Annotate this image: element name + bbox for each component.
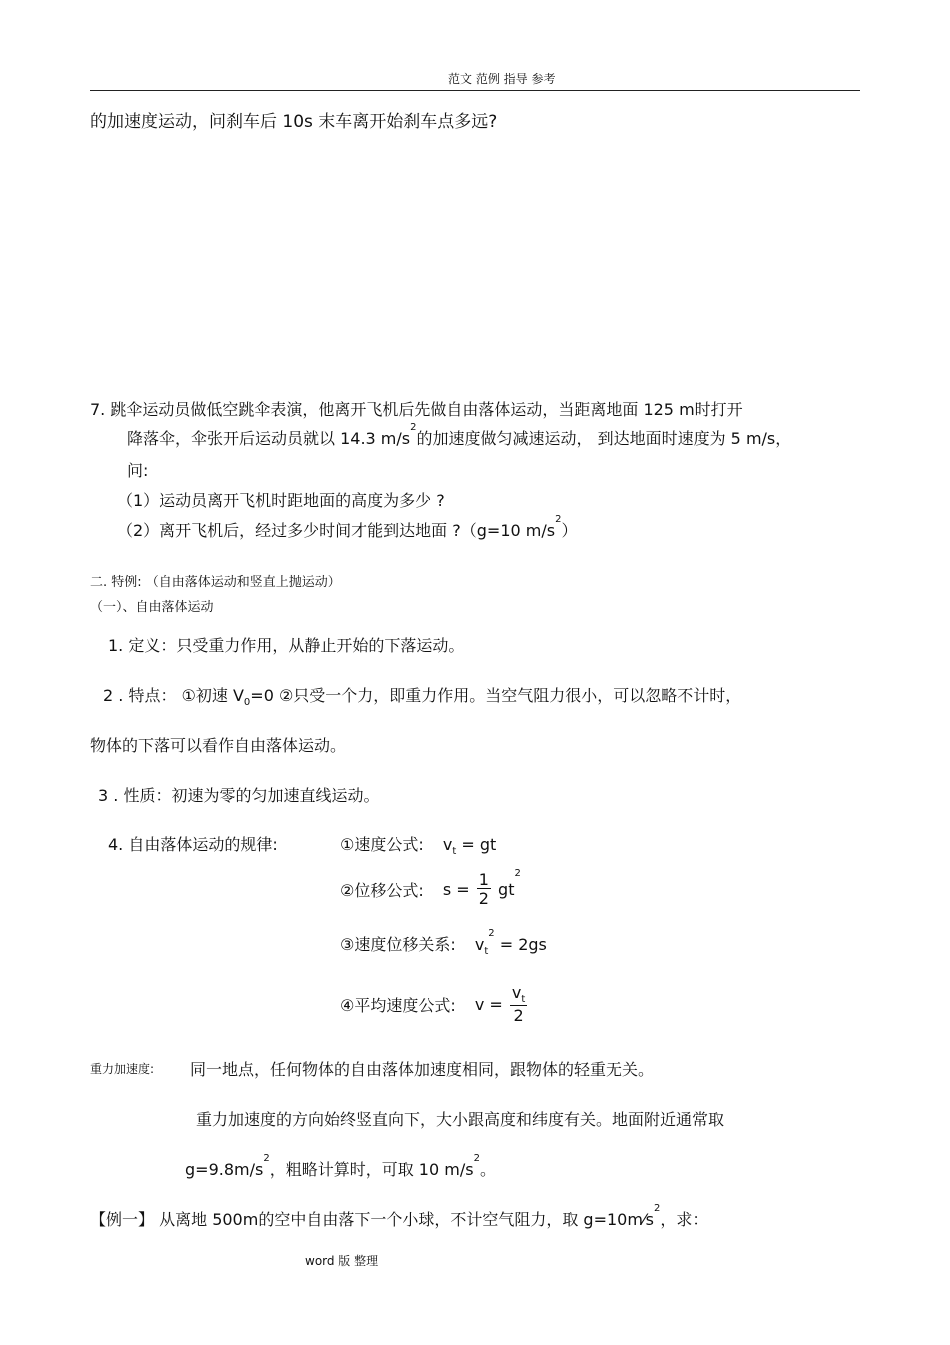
q7-sub2-end: ） bbox=[561, 521, 578, 540]
problem-6-tail: 的加速度运动，问刹车后 10s 末车离开始刹车点多远? bbox=[90, 112, 498, 132]
item2-sub-0: 0 bbox=[243, 697, 251, 709]
gravity-line1: 同一地点，任何物体的自由落体加速度相同，跟物体的轻重无关。 bbox=[190, 1060, 655, 1079]
page-footer: word 版 整理 bbox=[305, 1254, 379, 1268]
example1-slash: ⁄ bbox=[642, 1210, 646, 1229]
example1-end: ，求： bbox=[660, 1210, 709, 1229]
item4-label: 4. 自由落体运动的规律: bbox=[108, 835, 278, 854]
item1-definition: 1. 定义：只受重力作用，从静止开始的下落运动。 bbox=[108, 636, 465, 655]
q7-sub2-a: （2）离开飞机后，经过多少时间才能到达地面 ?（g=10 m/s bbox=[117, 521, 556, 540]
q7-line2 bbox=[127, 422, 792, 449]
fraction-numerator: 1 bbox=[478, 870, 489, 889]
item3-nature: 3 . 性质：初速为零的匀加速直线运动。 bbox=[98, 786, 380, 805]
item2-features bbox=[103, 683, 741, 708]
formula-displacement-label: ②位移公式: bbox=[340, 881, 424, 900]
fraction-two: 2 bbox=[510, 1005, 527, 1024]
gravity-line3-b: ，粗略计算时，可取 10 m/s bbox=[269, 1160, 474, 1179]
example1-s: s bbox=[645, 1210, 654, 1229]
item2-b: =0 ②只受一个力，即重力作用。当空气阻力很小，可以忽略不计时， bbox=[250, 686, 742, 705]
q7-sub2 bbox=[117, 514, 578, 541]
gravity-line3-a: g=9.8m/s bbox=[185, 1160, 264, 1179]
section2-title: 二. 特例: （自由落体运动和竖直上抛运动） bbox=[90, 575, 341, 590]
example1-tag: 【例一】 bbox=[90, 1210, 155, 1229]
page-header: 范文 范例 指导 参考 bbox=[448, 72, 556, 86]
fraction-denominator: 2 bbox=[478, 889, 489, 908]
item2-continuation: 物体的下落可以看作自由落体运动。 bbox=[90, 736, 347, 755]
formula-velocity-label: ①速度公式: bbox=[340, 835, 424, 854]
formula-velocity: ①速度公式: $v_t$ = gt bbox=[340, 835, 497, 858]
formula-velocity-expr: = gt bbox=[461, 835, 497, 854]
formula-vd-expr: = 2gs bbox=[499, 935, 547, 954]
example1-text: 从离地 500m的空中自由落下一个小球，不计空气阻力，取 g=10m bbox=[159, 1210, 643, 1229]
formula-avg-label: ④平均速度公式: bbox=[340, 996, 456, 1016]
formula-vd-label: ③速度位移关系: bbox=[340, 935, 456, 954]
gravity-line2: 重力加速度的方向始终竖直向下，大小跟高度和纬度有关。地面附近通常取 bbox=[196, 1110, 725, 1129]
q7-line1: 7. 跳伞运动员做低空跳伞表演，他离开飞机后先做自由落体运动，当距离地面 125 m时打开 bbox=[90, 400, 743, 419]
q7-line3: 问: bbox=[127, 461, 149, 480]
gravity-line3: $g=9.8m/s^2$，粗略计算时，可取 10 $m/s^2$。 bbox=[185, 1153, 496, 1179]
formula-displacement-pre: s = bbox=[442, 880, 470, 899]
gravity-line3-c: 。 bbox=[479, 1160, 496, 1179]
formula-avg-pre: v = bbox=[474, 995, 503, 1015]
q7-line2-b: 的加速度做匀减速运动， 到达地面时速度为 5 m/s， bbox=[416, 429, 792, 448]
q7-sup-2: 2 bbox=[410, 422, 417, 433]
fraction-half bbox=[477, 872, 491, 907]
formula-displacement: ②位移公式: s = $\frac{1}{2}$ $gt^2$ bbox=[340, 868, 521, 908]
formula-average-velocity bbox=[340, 985, 529, 1024]
fraction-vt: v bbox=[511, 983, 522, 1002]
formula-velocity-displacement: ③速度位移关系: $v_t^2 = 2gs$ bbox=[340, 928, 547, 958]
q7-sub2-sup: 2 bbox=[555, 514, 562, 525]
header-rule bbox=[90, 90, 860, 91]
formula-displacement-post: gt bbox=[498, 880, 515, 899]
q7-line2-a: 降落伞，伞张开后运动员就以 14.3 m/s bbox=[127, 429, 411, 448]
item2-a: 2 . 特点： ①初速 V bbox=[103, 686, 244, 705]
example1: 【例一】 从离地 500m的空中自由落下一个小球，不计空气阻力，取 $g=10m⁄s^2$，求： bbox=[90, 1203, 709, 1229]
gravity-label: 重力加速度: bbox=[90, 1062, 155, 1076]
fraction-vt-over-2: $\frac{v_t}{2}$ bbox=[511, 983, 526, 1026]
q7-sub1: （1）运动员离开飞机时距地面的高度为多少 ? bbox=[117, 491, 445, 510]
section2-subtitle: （一）、自由落体运动 bbox=[90, 600, 214, 615]
